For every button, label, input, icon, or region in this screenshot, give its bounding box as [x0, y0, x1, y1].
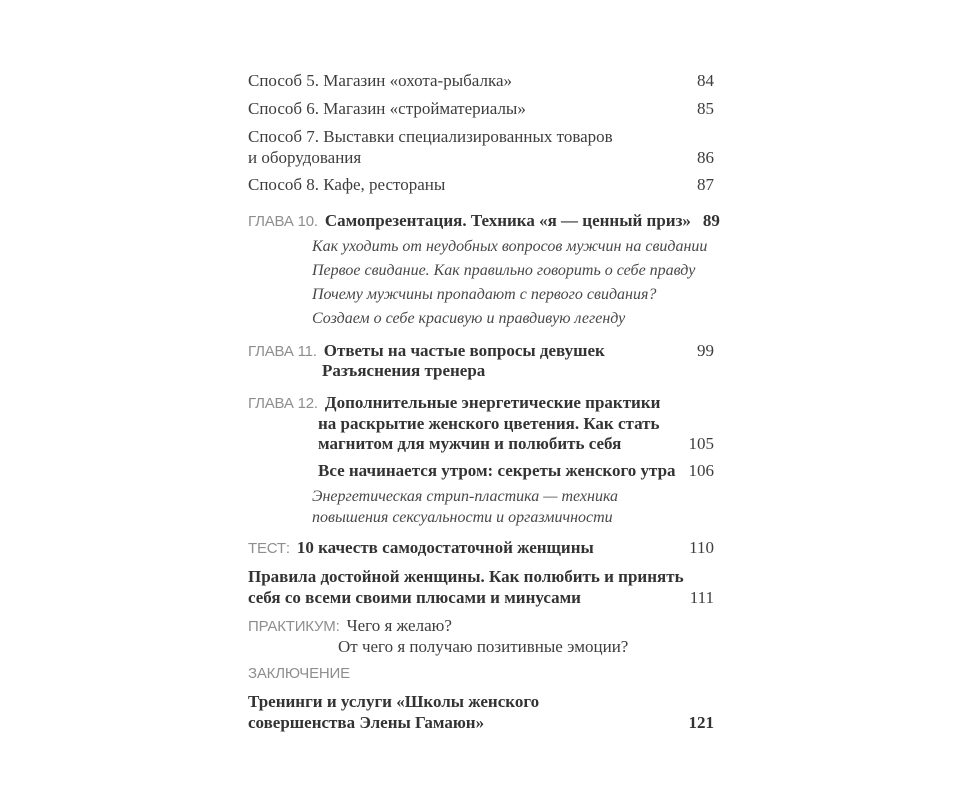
chapter-title: Дополнительные энергетические практики: [324, 393, 661, 412]
chapter-title-continued: на раскрытие женского цветения. Как стать: [318, 414, 660, 433]
toc-subentry: [248, 308, 714, 329]
toc-entry-conclusion: [248, 663, 714, 684]
chapter-label: ГЛАВА 10.: [248, 213, 318, 230]
toc-content: [248, 0, 720, 809]
page-number: 106: [688, 461, 714, 480]
toc-subentry: [248, 486, 714, 507]
entry-title: Способ 7. Выставки специализированных товаров: [248, 127, 613, 146]
chapter-title: Ответы на частые вопросы девушек: [323, 341, 605, 360]
toc-entry-chapter-11: [248, 340, 714, 361]
toc-entry-sposob-5: [248, 70, 714, 91]
toc-subentry: [248, 260, 714, 281]
practicum-question: От чего я получаю позитивные эмоции?: [338, 637, 629, 656]
toc-entry-trainings-line2: [248, 712, 714, 733]
toc-entry-test: [248, 537, 714, 558]
test-heading: [248, 537, 594, 559]
toc-entry-chapter-12: [248, 392, 714, 413]
toc-entry-rules-line2: [248, 587, 714, 608]
page-number: 121: [688, 713, 714, 732]
page-number: 110: [689, 538, 714, 557]
entry-title: Способ 5. Магазин «охота-рыбалка»: [248, 71, 512, 90]
subentry-text: Как уходить от неудобных вопросов мужчин на свидании: [312, 238, 708, 255]
subentry-text: Создаем о себе красивую и правдивую легенду: [312, 310, 626, 327]
toc-entry-practicum-line2: [248, 636, 714, 657]
entry-title-continued: и оборудования: [248, 148, 362, 167]
chapter-12-heading: [248, 392, 660, 414]
practicum-label: ПРАКТИКУМ:: [248, 618, 340, 635]
test-label: ТЕСТ:: [248, 540, 290, 557]
toc-subentry: [248, 236, 714, 257]
section-title: Все начинается утром: секреты женского утра: [318, 461, 676, 480]
entry-title: Способ 6. Магазин «стройматериалы»: [248, 99, 526, 118]
page-number: 99: [697, 341, 714, 360]
chapter-10-heading: [248, 210, 691, 232]
subentry-text: повышения сексуальности и оргазмичности: [312, 509, 613, 526]
conclusion-label: ЗАКЛЮЧЕНИЕ: [248, 665, 350, 682]
page-number: 89: [702, 211, 720, 230]
practicum-question: Чего я желаю?: [346, 616, 452, 635]
chapter-title-continued: Разъяснения тренера: [322, 361, 486, 380]
toc-entry-sposob-7-line1: [248, 126, 714, 147]
test-title: 10 качеств самодостаточной женщины: [296, 538, 594, 557]
toc-subentry: [248, 507, 714, 528]
toc-entry-sposob-7-line2: [248, 147, 714, 168]
entry-title: Способ 8. Кафе, рестораны: [248, 175, 446, 194]
page-number: 84: [697, 71, 714, 90]
toc-entry-chapter-12-line3: [248, 433, 714, 454]
section-title: Тренинги и услуги «Школы женского: [248, 692, 540, 711]
chapter-title: Самопрезентация. Техника «я — ценный приз»: [324, 211, 691, 230]
practicum-heading: [248, 615, 452, 637]
toc-entry-chapter-12-line2: [248, 413, 714, 434]
toc-entry-trainings-line1: [248, 691, 714, 712]
toc-subentry: [248, 284, 714, 305]
toc-entry-chapter-10: [248, 210, 720, 231]
section-title-continued: совершенства Элены Гамаюн»: [248, 713, 485, 732]
toc-entry-morning: [248, 460, 714, 481]
toc-entry-sposob-8: [248, 174, 714, 195]
subentry-text: Энергетическая стрип-пластика — техника: [312, 488, 619, 505]
toc-entry-chapter-11-line2: [248, 360, 714, 381]
chapter-label: ГЛАВА 11.: [248, 343, 317, 360]
toc-entry-practicum-line1: [248, 615, 714, 636]
page-number: 85: [697, 99, 714, 118]
subentry-text: Почему мужчины пропадают с первого свидания?: [312, 286, 657, 303]
subentry-text: Первое свидание. Как правильно говорить о себе правду: [312, 262, 696, 279]
page-number: 86: [697, 148, 714, 167]
page-number: 87: [697, 175, 714, 194]
toc-entry-rules-line1: [248, 566, 714, 587]
section-title: Правила достойной женщины. Как полюбить и принять: [248, 567, 684, 586]
chapter-title-continued: магнитом для мужчин и полюбить себя: [318, 434, 622, 453]
page-number: 105: [688, 434, 714, 453]
chapter-11-heading: [248, 340, 605, 362]
page-number: 111: [689, 588, 714, 607]
chapter-label: ГЛАВА 12.: [248, 395, 318, 412]
section-title-continued: себя со всеми своими плюсами и минусами: [248, 588, 581, 607]
toc-entry-sposob-6: [248, 98, 714, 119]
